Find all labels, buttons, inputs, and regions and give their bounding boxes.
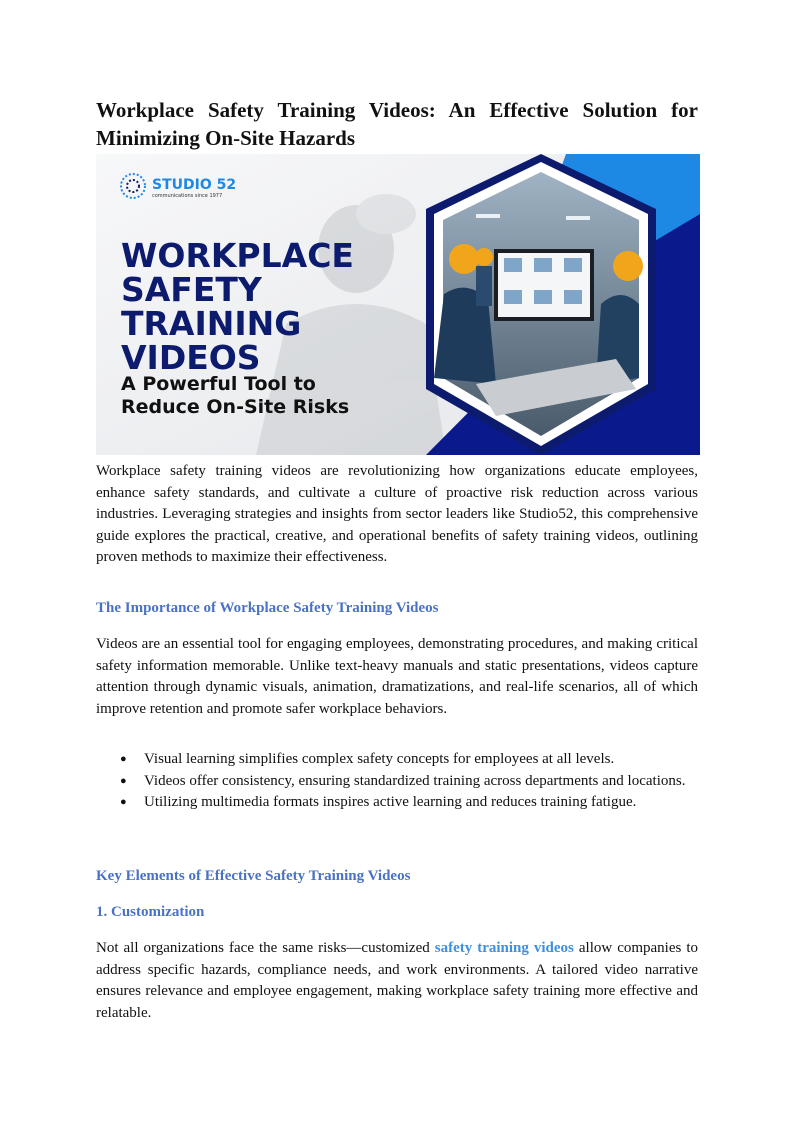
svg-text:SAFETY: SAFETY [121, 270, 262, 309]
bullet-item: ● Visual learning simplifies complex safety concepts for employees at all levels. [96, 749, 698, 771]
intro-paragraph: Workplace safety training videos are revolutionizing how organizations educate employees, enhance safety standards, and cultivate a culture of proactive risk reduction across various industries. Leveraging strategies and insights from sector leaders like Studio52, this comprehensive guide explores the practical, creative, and operational benefits of safety training videos, outlining proven methods to maximize their effectiveness. [96, 463, 698, 565]
section-heading-key-elements: Key Elements of Effective Safety Training Videos [96, 868, 411, 884]
banner-subheading [121, 373, 349, 418]
svg-text:VIDEOS: VIDEOS [121, 338, 261, 377]
svg-text:TRAINING: TRAINING [121, 304, 302, 343]
importance-paragraph: Videos are an essential tool for engaging employees, demonstrating procedures, and making critical safety information memorable. Unlike text-heavy manuals and static presentations, videos capture attention through dynamic visuals, animation, dramatizations, and real-life scenarios, all of which improve retention and promote safer workplace behaviors. [96, 636, 698, 717]
svg-text:WORKPLACE: WORKPLACE [121, 236, 354, 275]
safety-training-videos-link[interactable]: safety training videos [434, 940, 574, 956]
hero-banner-image [96, 154, 700, 455]
logo-name: STUDIO 52 [152, 177, 237, 193]
bullet-item: ● Videos offer consistency, ensuring standardized training across departments and locations. [96, 771, 698, 793]
bullet-item: ● Utilizing multimedia formats inspires active learning and reduces training fatigue. [96, 792, 698, 814]
section-heading-importance: The Importance of Workplace Safety Training Videos [96, 600, 439, 616]
svg-text:A Powerful Tool to: A Powerful Tool to [121, 373, 316, 395]
svg-text:Reduce On-Site Risks: Reduce On-Site Risks [121, 396, 350, 418]
paragraph-text-before-link: Not all organizations face the same risks—customized [96, 940, 435, 956]
paragraph-text-after-link: allow companies to address specific hazards, compliance needs, and work environments. A tailored video narrative ensures relevance and employee engagement, making workplace safety training more effective and relatable. [96, 940, 699, 1021]
subheading-customization: 1. Customization [96, 904, 205, 920]
benefits-bullet-list [96, 749, 698, 814]
customization-paragraph [96, 938, 698, 1024]
document-title: Workplace Safety Training Videos: An Effective Solution for Minimizing On-Site Hazards [96, 98, 698, 150]
banner-illustration [96, 154, 700, 455]
logo-tagline: communications since 1977 [152, 193, 223, 199]
